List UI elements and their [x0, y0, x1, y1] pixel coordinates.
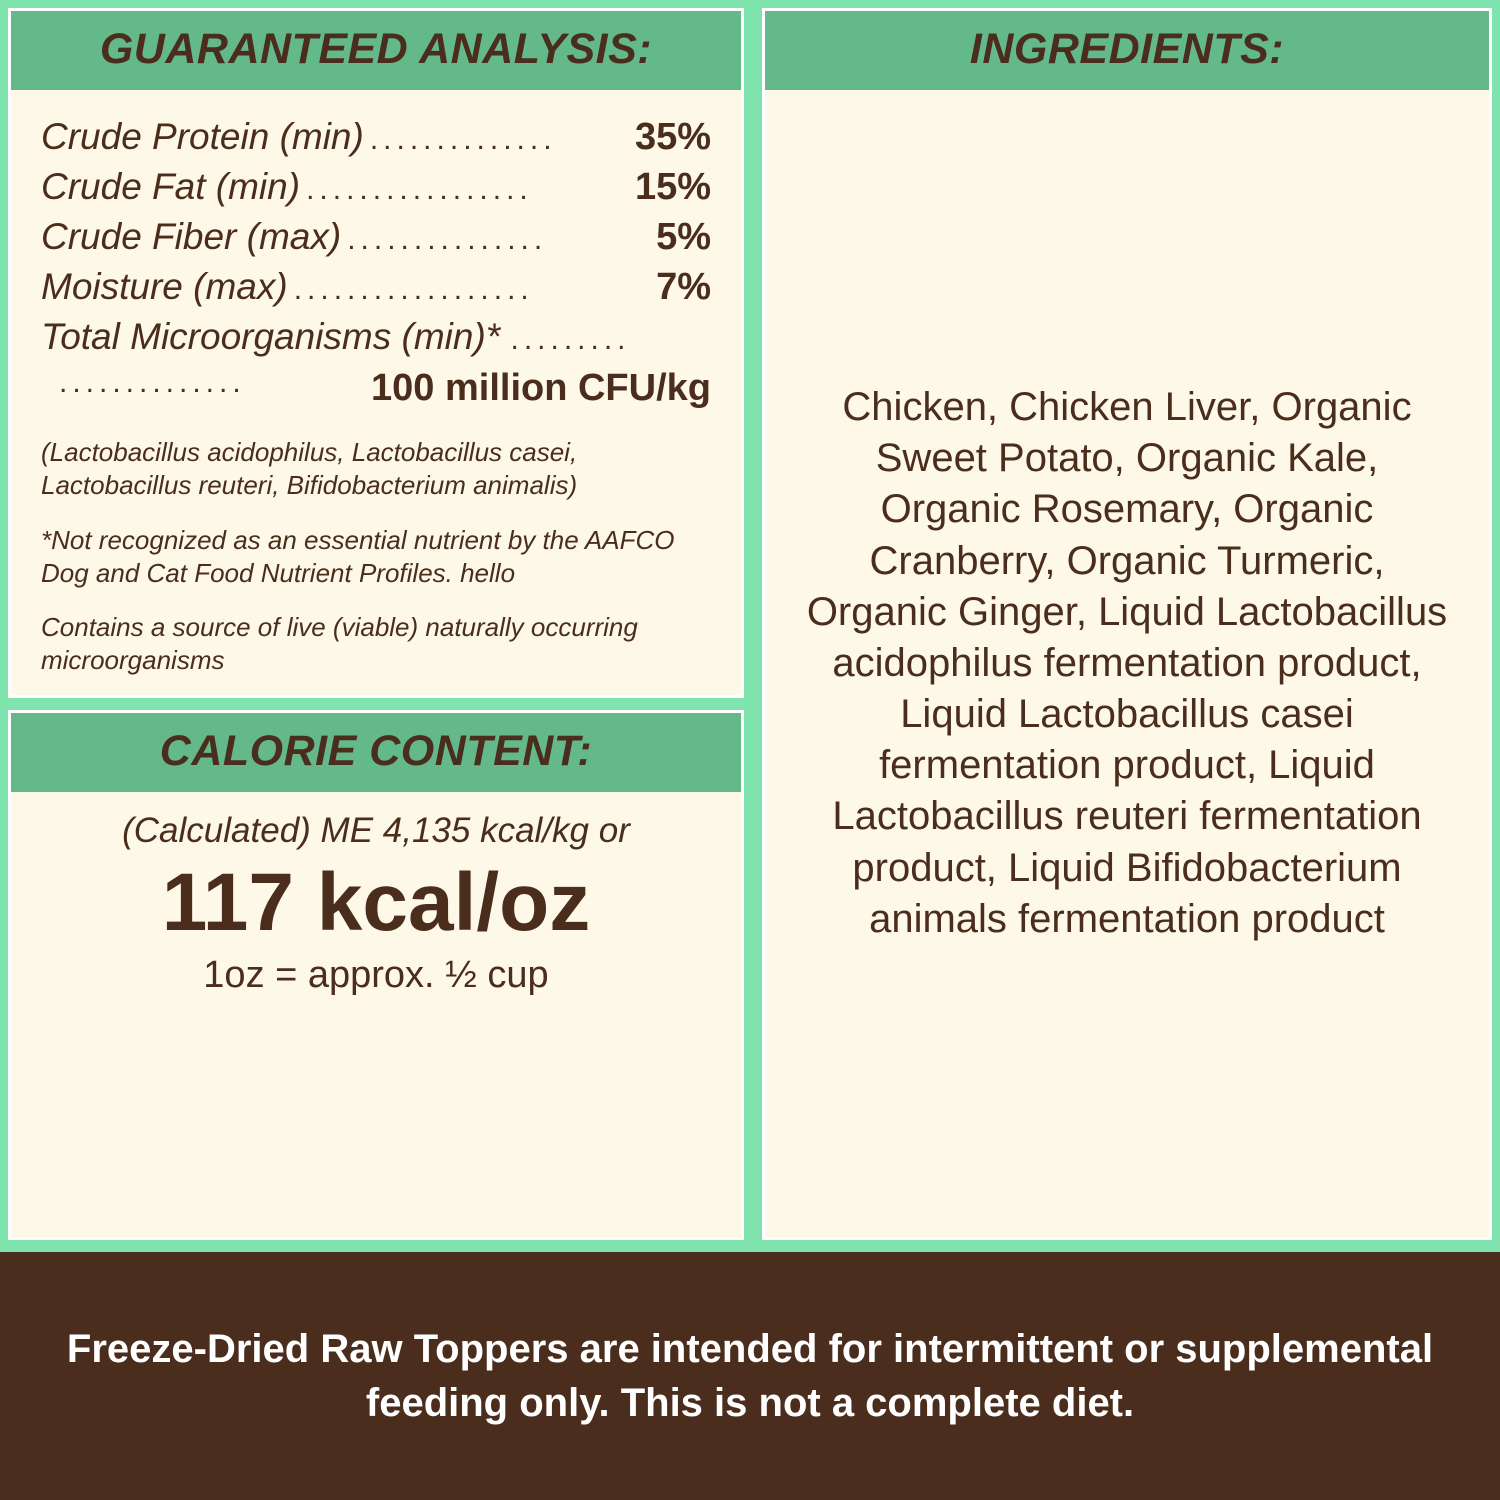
ga-dots: ..............	[369, 123, 557, 156]
ga-microorganisms-label: Total Microorganisms (min)*	[41, 315, 501, 357]
calorie-content-body	[11, 792, 741, 1022]
ga-cfu-value: 100 million CFU/kg	[371, 367, 711, 410]
ga-dots: ...............	[347, 223, 548, 257]
ga-cfu-row	[41, 363, 711, 413]
ga-label: Crude Protein (min)	[41, 116, 364, 157]
ingredients-title: INGREDIENTS:	[765, 11, 1489, 90]
footer-banner	[0, 1252, 1500, 1500]
guaranteed-analysis-panel	[8, 8, 744, 698]
ingredients-text: Chicken, Chicken Liver, Organic Sweet Potato, Organic Kale, Organic Rosemary, Organic Cranberry, Organic Turmeric, Organic Ginger, Liquid Lactobacillus acidophilus fermentation product, Liquid Lactobacillus casei fermentation product, Liquid Lactobacillus reuteri fermentation product, Liquid Bifidobacterium animals fermentation product	[806, 384, 1448, 941]
ga-dots: ..................	[293, 273, 534, 307]
calorie-content-panel	[8, 710, 744, 1240]
ga-cfu-dots: ..............	[59, 366, 246, 400]
ga-row	[41, 162, 711, 212]
ga-value: 15%	[634, 166, 711, 209]
ga-microorganisms-dots: .........	[510, 322, 631, 356]
ga-label: Crude Fat (min)	[41, 166, 301, 208]
right-column	[762, 8, 1492, 1240]
ga-value: 35%	[634, 116, 711, 158]
ga-value: 7%	[656, 266, 711, 309]
guaranteed-analysis-body	[11, 90, 741, 695]
ga-row	[41, 262, 711, 312]
ga-note-live-cultures: Contains a source of live (viable) naturally occurring microorganisms	[41, 611, 638, 675]
ga-note-strains: (Lactobacillus acidophilus, Lactobacillus casei, Lactobacillus reuteri, Bifidobacterium animalis)	[41, 436, 578, 500]
ga-microorganisms-row	[41, 313, 711, 362]
ga-label: Crude Fiber (max)	[41, 216, 342, 258]
ga-note-aafco: *Not recognized as an essential nutrient by the AAFCO Dog and Cat Food Nutrient Profiles. hello	[41, 525, 675, 589]
left-column	[8, 8, 744, 1240]
ga-dots: .................	[306, 173, 533, 207]
ga-row	[41, 212, 711, 262]
ga-value: 5%	[656, 216, 711, 259]
ga-row	[41, 112, 711, 162]
calorie-big-value: 117 kcal/oz	[161, 857, 591, 949]
calorie-conversion: 1oz = approx. ½ cup	[203, 953, 549, 996]
calorie-content-title: CALORIE CONTENT:	[11, 713, 741, 792]
calorie-calculated-line: (Calculated) ME 4,135 kcal/kg or	[122, 811, 630, 851]
guaranteed-analysis-title: GUARANTEED ANALYSIS:	[11, 11, 741, 90]
ingredients-panel	[762, 8, 1492, 1240]
ga-label: Moisture (max)	[41, 266, 288, 308]
footer-text: Freeze-Dried Raw Toppers are intended for intermittent or supplemental feeding only. This is not a complete diet.	[66, 1327, 1434, 1425]
